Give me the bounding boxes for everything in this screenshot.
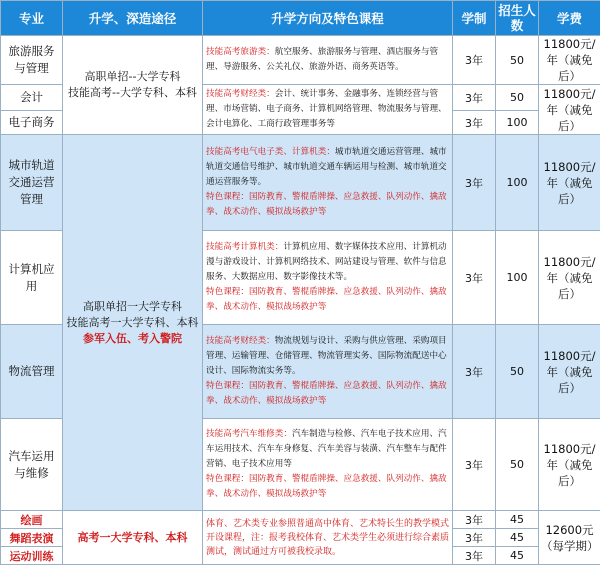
major-cell: 汽车运用与维修: [1, 419, 63, 511]
course-cell: [203, 419, 453, 511]
course-cell: [203, 85, 453, 135]
years-cell: 3年: [453, 111, 496, 135]
special-label: 特色课程：: [206, 192, 249, 202]
fee-cell: 11800元/年（减免后）: [539, 85, 600, 135]
major-cell: 舞蹈表演: [1, 529, 63, 547]
path-line-highlight: 参军入伍、考入警院: [83, 331, 182, 345]
path-line: 技能高考--大学专科、本科: [68, 86, 197, 99]
table-row: [1, 511, 600, 529]
quota-cell: 45: [496, 511, 539, 529]
course-body: 航空服务、旅游服务与管理、酒店服务与管理、导游服务、公关礼仪、旅游外语、商务英语等。: [206, 47, 439, 72]
header-fee: 学费: [539, 1, 600, 36]
course-cell: [203, 325, 453, 419]
course-head: 技能高考计算机类：: [206, 242, 284, 252]
course-cell: [203, 231, 453, 325]
path-cell: [63, 36, 203, 135]
fee-cell: 11800元/年（减免后）: [539, 36, 600, 85]
path-line: 高职单招一大学专科: [83, 299, 182, 313]
course-head: 技能高考旅游类：: [206, 47, 275, 57]
years-cell: 3年: [453, 511, 496, 529]
special-label: 特色课程：: [206, 381, 249, 391]
major-cell: 会计: [1, 85, 63, 111]
path-line: 高职单招--大学专科: [84, 70, 181, 83]
major-cell: 城市轨道交通运营管理: [1, 135, 63, 231]
fee-cell: 11800元/年（减免后）: [539, 135, 600, 231]
quota-cell: 100: [496, 231, 539, 325]
special-label: 特色课程：: [206, 287, 249, 297]
table-row: [1, 36, 600, 85]
major-cell: 旅游服务与管理: [1, 36, 63, 85]
path-line: 技能高考一大学专科、本科: [66, 315, 199, 329]
table-row: [1, 135, 600, 231]
years-cell: 3年: [453, 85, 496, 111]
course-head: 技能高考财经类：: [206, 336, 275, 346]
course-body: 城市轨道交通运营管理、城市轨道交通信号维护、城市轨道交通车辆运用与检测、城市轨道交通运营服务等。: [206, 147, 447, 187]
fee-cell: 11800元/年（减免后）: [539, 231, 600, 325]
course-head: 技能高考电气电子类、计算机类：: [206, 147, 335, 157]
special-body: 国防教育、警棍盾牌操、应急救援、队列动作、擒敌拳、战术动作、模拟战场救护等: [206, 192, 447, 217]
years-cell: 3年: [453, 231, 496, 325]
special-body: 国防教育、警棍盾牌操、应急救援、队列动作、擒敌拳、战术动作、模拟战场救护等: [206, 474, 447, 499]
path-cell: [63, 511, 203, 565]
quota-cell: 100: [496, 135, 539, 231]
path-cell: [63, 135, 203, 511]
course-cell: [203, 511, 453, 565]
course-body: 物流规划与设计、采购与供应管理、采购项目管理、运输管理、仓储管理、物流管理实务、国际物流配送中心设计、国际物流实务等。: [206, 336, 447, 376]
course-body: 会计、统计事务、金融事务、连锁经营与管理、市场营销、电子商务、计算机网络管理、物流服务与管理、会计电算化、工商行政管理事务等: [206, 89, 447, 129]
quota-cell: 45: [496, 547, 539, 565]
header-major: 专业: [1, 1, 63, 36]
quota-cell: 50: [496, 325, 539, 419]
header-row: [1, 1, 600, 36]
course-cell: [203, 36, 453, 85]
years-cell: 3年: [453, 135, 496, 231]
fee-cell: 12600元（每学期）: [539, 511, 600, 565]
major-cell: 电子商务: [1, 111, 63, 135]
course-cell: [203, 135, 453, 231]
quota-cell: 50: [496, 85, 539, 111]
quota-cell: 100: [496, 111, 539, 135]
course-head: 技能高考财经类：: [206, 89, 275, 99]
major-cell: 运动训练: [1, 547, 63, 565]
years-cell: 3年: [453, 36, 496, 85]
quota-cell: 50: [496, 419, 539, 511]
special-label: 特色课程：: [206, 474, 249, 484]
major-cell: 物流管理: [1, 325, 63, 419]
quota-cell: 45: [496, 529, 539, 547]
header-course: 升学方向及特色课程: [203, 1, 453, 36]
years-cell: 3年: [453, 419, 496, 511]
major-cell: 绘画: [1, 511, 63, 529]
years-cell: 3年: [453, 547, 496, 565]
course-body: 计算机应用、数字媒体技术应用、计算机动漫与游戏设计、计算机网络技术、网站建设与管理、软件与信息服务、大数据应用、数字影像技术等。: [206, 242, 447, 282]
course-head: 技能高考汽车维修类：: [206, 429, 292, 439]
quota-cell: 50: [496, 36, 539, 85]
course-body: 汽车制造与检修、汽车电子技术应用、汽车运用技术、汽车车身修复、汽车美容与装潢、汽车整车与配件营销、电子技术应用等: [206, 429, 447, 469]
special-body: 国防教育、警棍盾牌操、应急救援、队列动作、擒敌拳、战术动作、模拟战场救护等: [206, 381, 447, 406]
major-cell: 计算机应用: [1, 231, 63, 325]
special-body: 国防教育、警棍盾牌操、应急救援、队列动作、擒敌拳、战术动作、模拟战场救护等: [206, 287, 447, 312]
years-cell: 3年: [453, 325, 496, 419]
fee-cell: 11800元/年（减免后）: [539, 325, 600, 419]
fee-cell: 11800元/年（减免后）: [539, 419, 600, 511]
header-years: 学制: [453, 1, 496, 36]
years-cell: 3年: [453, 529, 496, 547]
header-path: 升学、深造途径: [63, 1, 203, 36]
header-quota: 招生人数: [496, 1, 539, 36]
path-line-highlight: 高考一大学专科、本科: [77, 530, 188, 544]
course-body: 体育、艺术类专业参照普通高中体育、艺术特长生的教学模式开设课程，注：报考我校体育、艺术类学生必须进行综合素质测试，测试通过方可被我校录取。: [206, 518, 450, 557]
